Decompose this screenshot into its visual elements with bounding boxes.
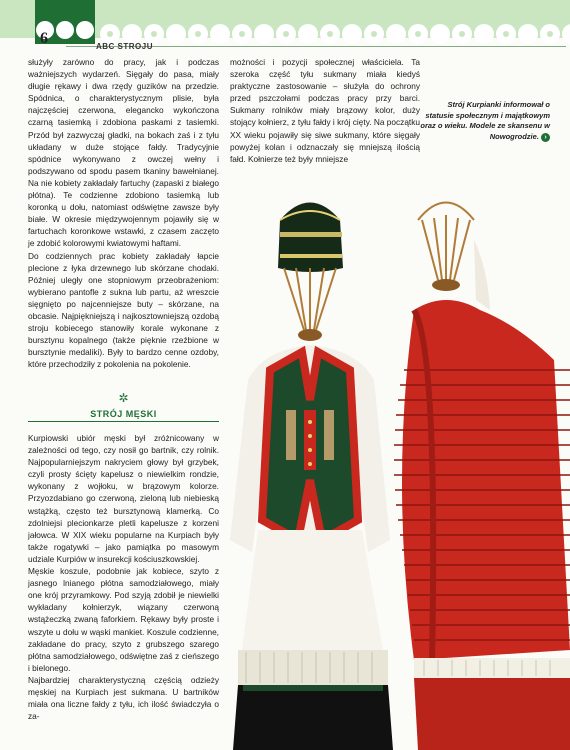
text-column-2 xyxy=(230,56,420,165)
text-column-1 xyxy=(28,56,219,370)
ornament-icon: ✲ xyxy=(118,391,129,405)
paragraph: możności i pozycji społecznej właściciela. Ta szeroka część tyłu sukmany miała kiedyś praktyczne zastosowanie – służyła do ochrony przed pszczołami podczas pracy przy barci. Sukmany rolników miały brązowy kolor, duży stojący kołnierz, z tyłu fałdy i krój cięty. Na początku XX wieku pojawiły się siwe sukmany, które sięgały powyżej kolan i odznaczały się mniejszą ilością fałd. Kołnierze też były mniejsze xyxy=(230,57,420,164)
paragraph: Do codziennych prac kobiety zakładały łapcie plecione z łyka drzewnego lub skórzane chodaki. Później uległy one stopniowym przeobrażeniom: wybierano pantofle z sukna lub partu, aż wreszcie sięgnięto po najcenniejsze buty – skórzane, na obcasie. Najpiękniejszą i najkosztowniejszą ozdobą stroju kobiecego stanowiły korale wykonane z bursztynu kopalnego (także pięknie rzeźbione w bursztynie medaliki). Były to bardzo cenne ozdoby, które przechodziły z pokolenia na pokolenie. xyxy=(28,250,219,370)
photo-caption xyxy=(420,100,550,142)
paragraph: Męskie koszule, podobnie jak kobiece, szyto z jasnego lnianego płótna samodziałowego, miały one krój przyramkowy. Pod szyją zdobił je niewielki wykładany kołnierzyk, wiązany czerwoną wstążeczką zwaną faforkiem. Rękawy były proste i wszyte u dołu w wąski mankiet. Koszule codzienne, zakładane do pracy, szyto z grubszego szarego płótna samodziałowego, odświętne zaś z cieńszego i bielonego. xyxy=(28,566,219,673)
subheading-text: STRÓJ MĘSKI xyxy=(90,409,157,419)
hat xyxy=(278,203,343,273)
paragraph: Najbardziej charakterystyczną częścią odzieży męskiej na Kurpiach jest sukmana. U bartników miała ona liczne fałdy z tyłu, ich ilość świadczyła o za- xyxy=(28,674,219,722)
text-column-3 xyxy=(28,432,219,722)
wicker-head-right xyxy=(418,203,474,281)
page-number: 6 xyxy=(40,30,48,47)
subheading xyxy=(28,392,219,422)
caption-text: Strój Kurpianki informował o statusie społecznym i majątkowym oraz o wieku. Modele ze skansenu w Nowogrodzie. xyxy=(420,100,550,141)
red-coat xyxy=(394,300,570,660)
paragraph: Kurpiowski ubiór męski był zróżnicowany w zależności od tego, czy nosił go bartnik, czy rolnik. Najpopularniejszym nakryciem głowy był grzybek, czyli prosty ścięty kapelusz o niewielkim rondzie, wykonany z wojłoku, w brązowym kolorze. Przyozdabiano go czerwoną, zieloną lub niebieską wstążką, często też bursztynową klamerką. Co zdolniejsi plecionkarze pletli kapelusze z korzeni jałowca. W XIX wieku popularne na Kurpiach były także rogatywki – jako pamiątka po masowym udziale Kurpiów w insurekcji kościuszkowskiej. xyxy=(28,433,219,564)
wicker-head-left xyxy=(284,268,336,330)
subheading-rule xyxy=(28,421,219,422)
section-title: ABC STROJU xyxy=(96,42,154,51)
paragraph: służyły zarówno do pracy, jak i podczas ważniejszych wydarzeń. Sięgały do pasa, miały długie rękawy i dwa rzędy guzików na przedzie. Spódnica, o charakterystycznym plisie, była najczęściej czerwona, elegancko wykończona czarną tasiemką i zdobiona paskami z tasiemki. Przód był zazwyczaj gładki, na bokach zaś i z tyłu układany w duże stojące fałdy. Tradycyjnie spódnice wykonywano z owczej wełny i podszywano od spodu pasem tkaniny bawełnianej. Na nie kobiety zakładały fartuchy (zapaski z białego płótna). Te codzienne zdobiono tasiemką lub koronką u dołu, natomiast odświętne zawsze były białe. W okresie międzywojennym pojawiły się w fartuchach koronkowe wstawki, z czasem zaczęto je zdobić kolorowymi kwiatowymi haftami. xyxy=(28,57,219,249)
arrow-right-icon: › xyxy=(541,133,550,142)
costume-photo xyxy=(218,180,570,750)
